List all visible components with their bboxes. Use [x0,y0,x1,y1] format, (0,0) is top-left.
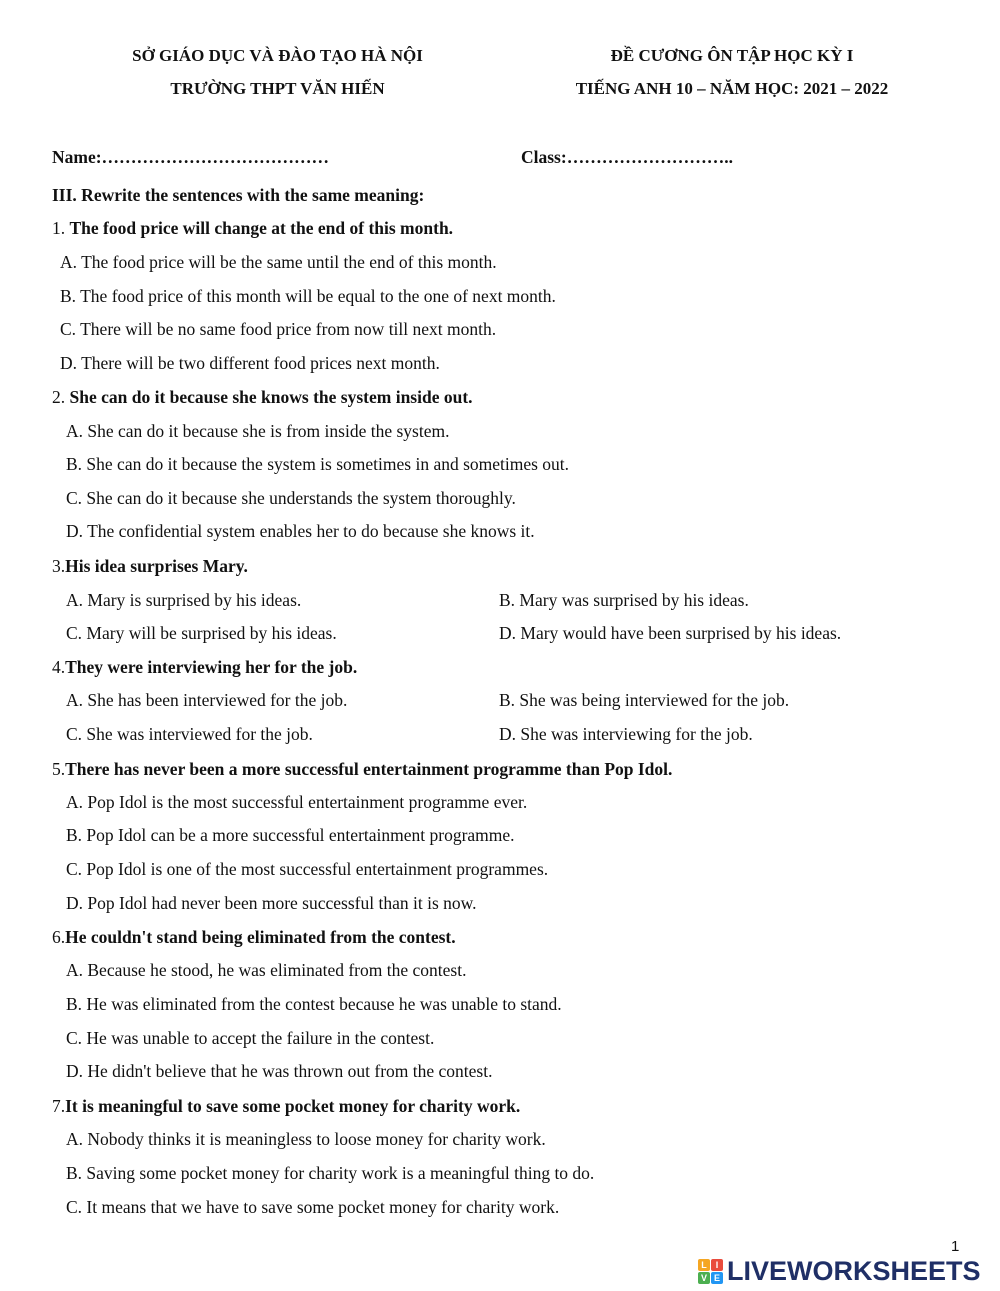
logo-letter: L [698,1259,710,1271]
option-1b: B. The food price of this month will be equal to the one of next month. [60,286,556,306]
question-stem: She can do it because she knows the system inside out. [69,387,473,407]
option-4a: A. She has been interviewed for the job. [66,690,348,710]
logo-letter: I [711,1259,723,1271]
document-subtitle: TIẾNG ANH 10 – NĂM HỌC: 2021 – 2022 [575,79,889,98]
question-number: 3. [52,556,66,576]
section-title: III. Rewrite the sentences with the same meaning: [52,185,425,205]
question-number: 6. [52,927,66,947]
option-6d: D. He didn't believe that he was thrown out from the contest. [66,1061,493,1081]
option-1c: C. There will be no same food price from now till next month. [60,319,497,339]
option-5b: B. Pop Idol can be a more successful entertainment programme. [66,825,515,845]
option-3a: A. Mary is surprised by his ideas. [66,590,302,610]
option-7a: A. Nobody thinks it is meaningless to loose money for charity work. [66,1129,546,1149]
option-6b: B. He was eliminated from the contest because he was unable to stand. [66,994,562,1014]
question-number: 1. [52,218,70,238]
option-5d: D. Pop Idol had never been more successful than it is now. [66,893,477,913]
question-4 [52,657,357,678]
option-3c: C. Mary will be surprised by his ideas. [66,623,337,643]
option-3b: B. Mary was surprised by his ideas. [499,590,749,610]
option-2d: D. The confidential system enables her to do because she knows it. [66,521,535,541]
name-field-label: Name:………………………………… [52,147,330,167]
question-stem: He couldn't stand being eliminated from the contest. [65,927,456,947]
question-number: 7. [52,1096,66,1116]
question-6 [52,927,456,948]
question-7 [52,1096,520,1117]
option-2c: C. She can do it because she understands the system thoroughly. [66,488,516,508]
question-stem: There has never been a more successful entertainment programme than Pop Idol. [65,759,673,779]
school-department: SỞ GIÁO DỤC VÀ ĐÀO TẠO HÀ NỘI [132,46,423,65]
question-number: 2. [52,387,70,407]
option-1d: D. There will be two different food prices next month. [60,353,440,373]
liveworksheets-logo[interactable] [698,1254,981,1288]
option-4d: D. She was interviewing for the job. [499,724,753,744]
question-stem: His idea surprises Mary. [65,556,248,576]
option-6a: A. Because he stood, he was eliminated from the contest. [66,960,467,980]
class-field-label: Class:……………………….. [521,147,733,167]
question-stem: The food price will change at the end of this month. [69,218,454,238]
logo-letter: V [698,1272,710,1284]
question-3 [52,556,248,577]
option-5a: A. Pop Idol is the most successful entertainment programme ever. [66,792,528,812]
option-1a: A. The food price will be the same until the end of this month. [60,252,497,272]
question-stem: They were interviewing her for the job. [65,657,358,677]
question-1 [52,218,453,239]
logo-mark-icon [698,1259,723,1284]
option-4c: C. She was interviewed for the job. [66,724,313,744]
document-title: ĐỀ CƯƠNG ÔN TẬP HỌC KỲ I [610,46,854,65]
option-3d: D. Mary would have been surprised by his ideas. [499,623,842,643]
question-5 [52,759,672,780]
logo-letter: E [711,1272,723,1284]
school-name: TRƯỜNG THPT VĂN HIẾN [170,79,385,98]
question-2 [52,387,473,408]
option-5c: C. Pop Idol is one of the most successful entertainment programmes. [66,859,549,879]
option-6c: C. He was unable to accept the failure in the contest. [66,1028,435,1048]
option-7c: C. It means that we have to save some pocket money for charity work. [66,1197,560,1217]
question-number: 5. [52,759,66,779]
option-4b: B. She was being interviewed for the job. [499,690,790,710]
option-2a: A. She can do it because she is from inside the system. [66,421,450,441]
option-2b: B. She can do it because the system is sometimes in and sometimes out. [66,454,570,474]
page-number: 1 [951,1238,960,1255]
brand-text: LIVEWORKSHEETS [727,1255,981,1286]
option-7b: B. Saving some pocket money for charity work is a meaningful thing to do. [66,1163,595,1183]
question-stem: It is meaningful to save some pocket money for charity work. [65,1096,521,1116]
question-number: 4. [52,657,66,677]
